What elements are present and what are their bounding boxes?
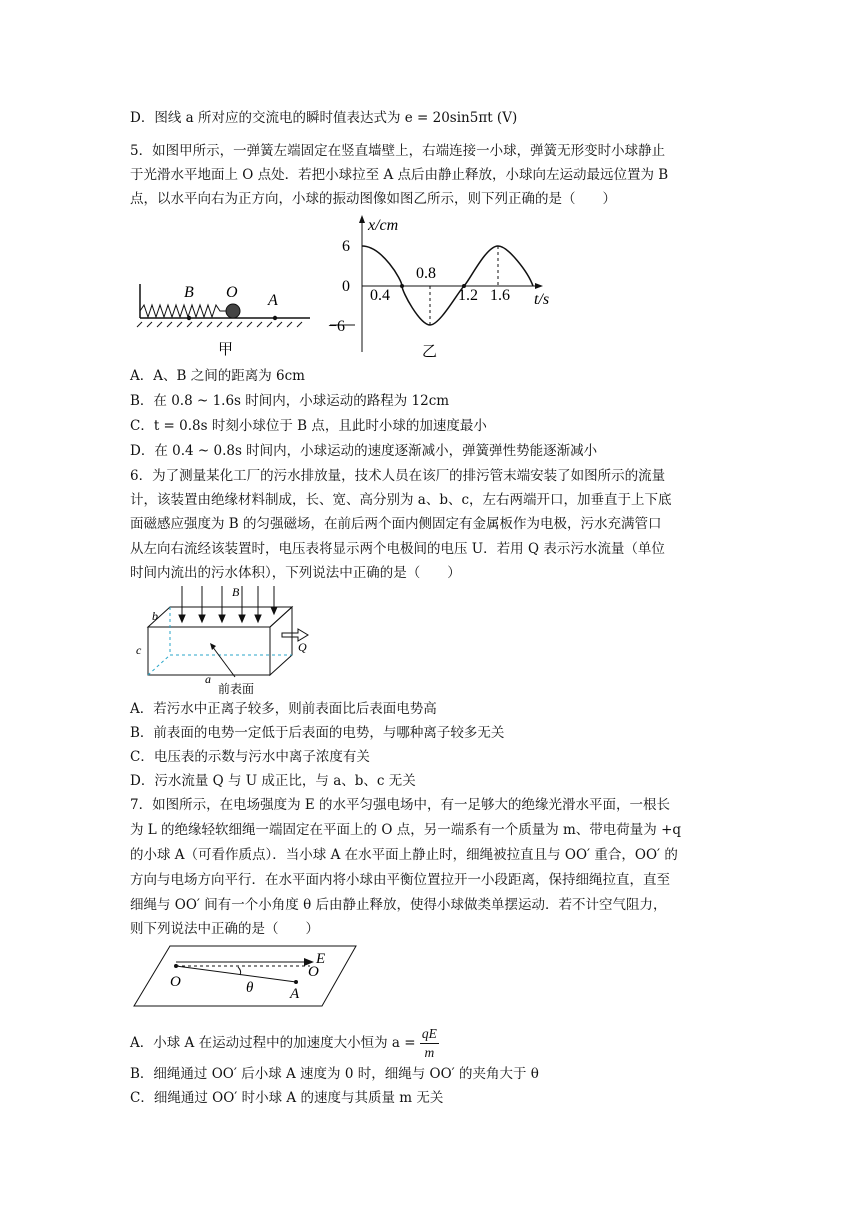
label-b-field: B xyxy=(232,585,240,599)
q7-option-b: B．细绳通过 OO′ 后小球 A 速度为 0 时，细绳与 OO′ 的夹角大于 θ xyxy=(130,1066,539,1082)
label-height-c: c xyxy=(136,643,142,657)
q7-stem-line3: 的小球 A（可看作质点）．当小球 A 在水平面上静止时，细绳被拉直且与 OO′ 重合，OO′ 的 xyxy=(130,847,678,863)
q7-figure-pendulum xyxy=(130,940,360,1010)
ytick-0: 0 xyxy=(342,278,350,295)
q7-stem-line2: 为 L 的绝缘轻软细绳一端固定在平面上的 O 点，另一端系有一个质量为 m、带电荷量为 +q xyxy=(130,822,682,838)
q5-figure-spring xyxy=(130,270,320,360)
x-axis-label: t/s xyxy=(534,291,550,308)
q6-figure-flowmeter xyxy=(130,582,330,697)
q4-option-d: D．图线 a 所对应的交流电的瞬时值表达式为 e = 20sin5πt (V) xyxy=(130,110,518,126)
q5-option-b: B．在 0.8 ~ 1.6s 时间内，小球运动的路程为 12cm xyxy=(130,393,450,409)
q5-stem-line3: 点，以水平向右为正方向，小球的振动图像如图乙所示，则下列正确的是（ ） xyxy=(130,191,616,207)
q6-option-c: C．电压表的示数与污水中离子浓度有关 xyxy=(130,749,370,765)
caption-front-surface: 前表面 xyxy=(218,682,255,696)
caption-yi: 乙 xyxy=(422,344,438,360)
spring-icon xyxy=(140,305,226,317)
label-theta: θ xyxy=(246,980,254,996)
ytick-neg6: −6 xyxy=(328,318,346,335)
label-e: E xyxy=(316,951,326,967)
q6-stem-line4: 从左向右流经该装置时，电压表将显示两个电极间的电压 U．若用 Q 表示污水流量（单位 xyxy=(130,541,665,557)
q5-figure-graph xyxy=(322,212,567,362)
q5-stem-line2: 于光滑水平地面上 O 点处．若把小球拉至 A 点后由静止释放，小球向左运动最远位置为 B xyxy=(130,167,669,183)
q7-stem-line6: 则下列说法中正确的是（ ） xyxy=(130,921,319,937)
ytick-6: 6 xyxy=(342,238,350,255)
xtick-0-8: 0.8 xyxy=(416,265,436,282)
label-o-prime: O xyxy=(308,964,319,980)
xtick-0-4: 0.4 xyxy=(370,287,390,304)
label-o: O xyxy=(170,974,181,990)
q6-stem-line1: 6．为了测量某化工厂的污水排放量，技术人员在该厂的排污管末端安装了如图所示的流量 xyxy=(130,468,666,484)
y-axis-label: x/cm xyxy=(368,217,399,234)
q7-stem-line4: 方向与电场方向平行．在水平面内将小球由平衡位置拉开一小段距离，保持细绳拉直，直至 xyxy=(130,872,670,888)
label-flow-q: Q xyxy=(298,640,307,654)
label-width-b: b xyxy=(152,609,158,623)
q5-option-c: C．t = 0.8s 时刻小球位于 B 点，且此时小球的加速度最小 xyxy=(130,418,487,434)
xtick-1-6: 1.6 xyxy=(490,287,510,304)
q6-option-d: D．污水流量 Q 与 U 成正比，与 a、b、c 无关 xyxy=(130,773,416,789)
q6-stem-line2: 计，该装置由绝缘材料制成，长、宽、高分别为 a、b、c，左右两端开口，加垂直于上下底 xyxy=(130,492,672,508)
q5-option-a: A．A、B 之间的距离为 6cm xyxy=(130,368,305,384)
fraction-qe-over-m: $\frac{qE}{m}$ xyxy=(421,1026,437,1060)
label-length-a: a xyxy=(205,672,211,686)
xtick-1-2: 1.2 xyxy=(458,287,478,304)
q7-stem-line1: 7．如图所示，在电场强度为 E 的水平匀强电场中，有一足够大的绝缘光滑水平面，一根长 xyxy=(130,797,671,813)
q6-stem-line5: 时间内流出的污水体积），下列说法中正确的是（ ） xyxy=(130,565,461,581)
ball-icon xyxy=(226,304,240,318)
q6-option-a: A．若污水中正离子较多，则前表面比后表面电势高 xyxy=(130,701,437,717)
q7-option-c: C．细绳通过 OO′ 时小球 A 的速度与其质量 m 无关 xyxy=(130,1090,444,1106)
label-o: O xyxy=(226,284,238,301)
q5-option-d: D．在 0.4 ~ 0.8s 时间内，小球运动的速度逐渐减小，弹簧弹性势能逐渐减小 xyxy=(130,443,598,459)
q7-stem-line5: 细绳与 OO′ 间有一个小角度 θ 后由静止释放，使得小球做类单摆运动．若不计空气阻力， xyxy=(130,897,667,913)
q6-option-b: B．前表面的电势一定低于后表面的电势，与哪种离子较多无关 xyxy=(130,725,505,741)
label-a: A xyxy=(268,292,278,309)
label-b: B xyxy=(184,284,194,301)
caption-jia: 甲 xyxy=(218,342,234,358)
q7-option-a-text: A．小球 A 在运动过程中的加速度大小恒为 a = xyxy=(130,1035,416,1051)
q6-stem-line3: 面磁感应强度为 B 的匀强磁场，在前后两个面内侧固定有金属板作为电极，污水充满管口 xyxy=(130,516,662,532)
q7-option-a xyxy=(130,1023,439,1063)
q5-stem-line1: 5．如图甲所示，一弹簧左端固定在竖直墙壁上，右端连接一小球，弹簧无形变时小球静止 xyxy=(130,143,666,159)
label-a: A xyxy=(290,986,300,1002)
